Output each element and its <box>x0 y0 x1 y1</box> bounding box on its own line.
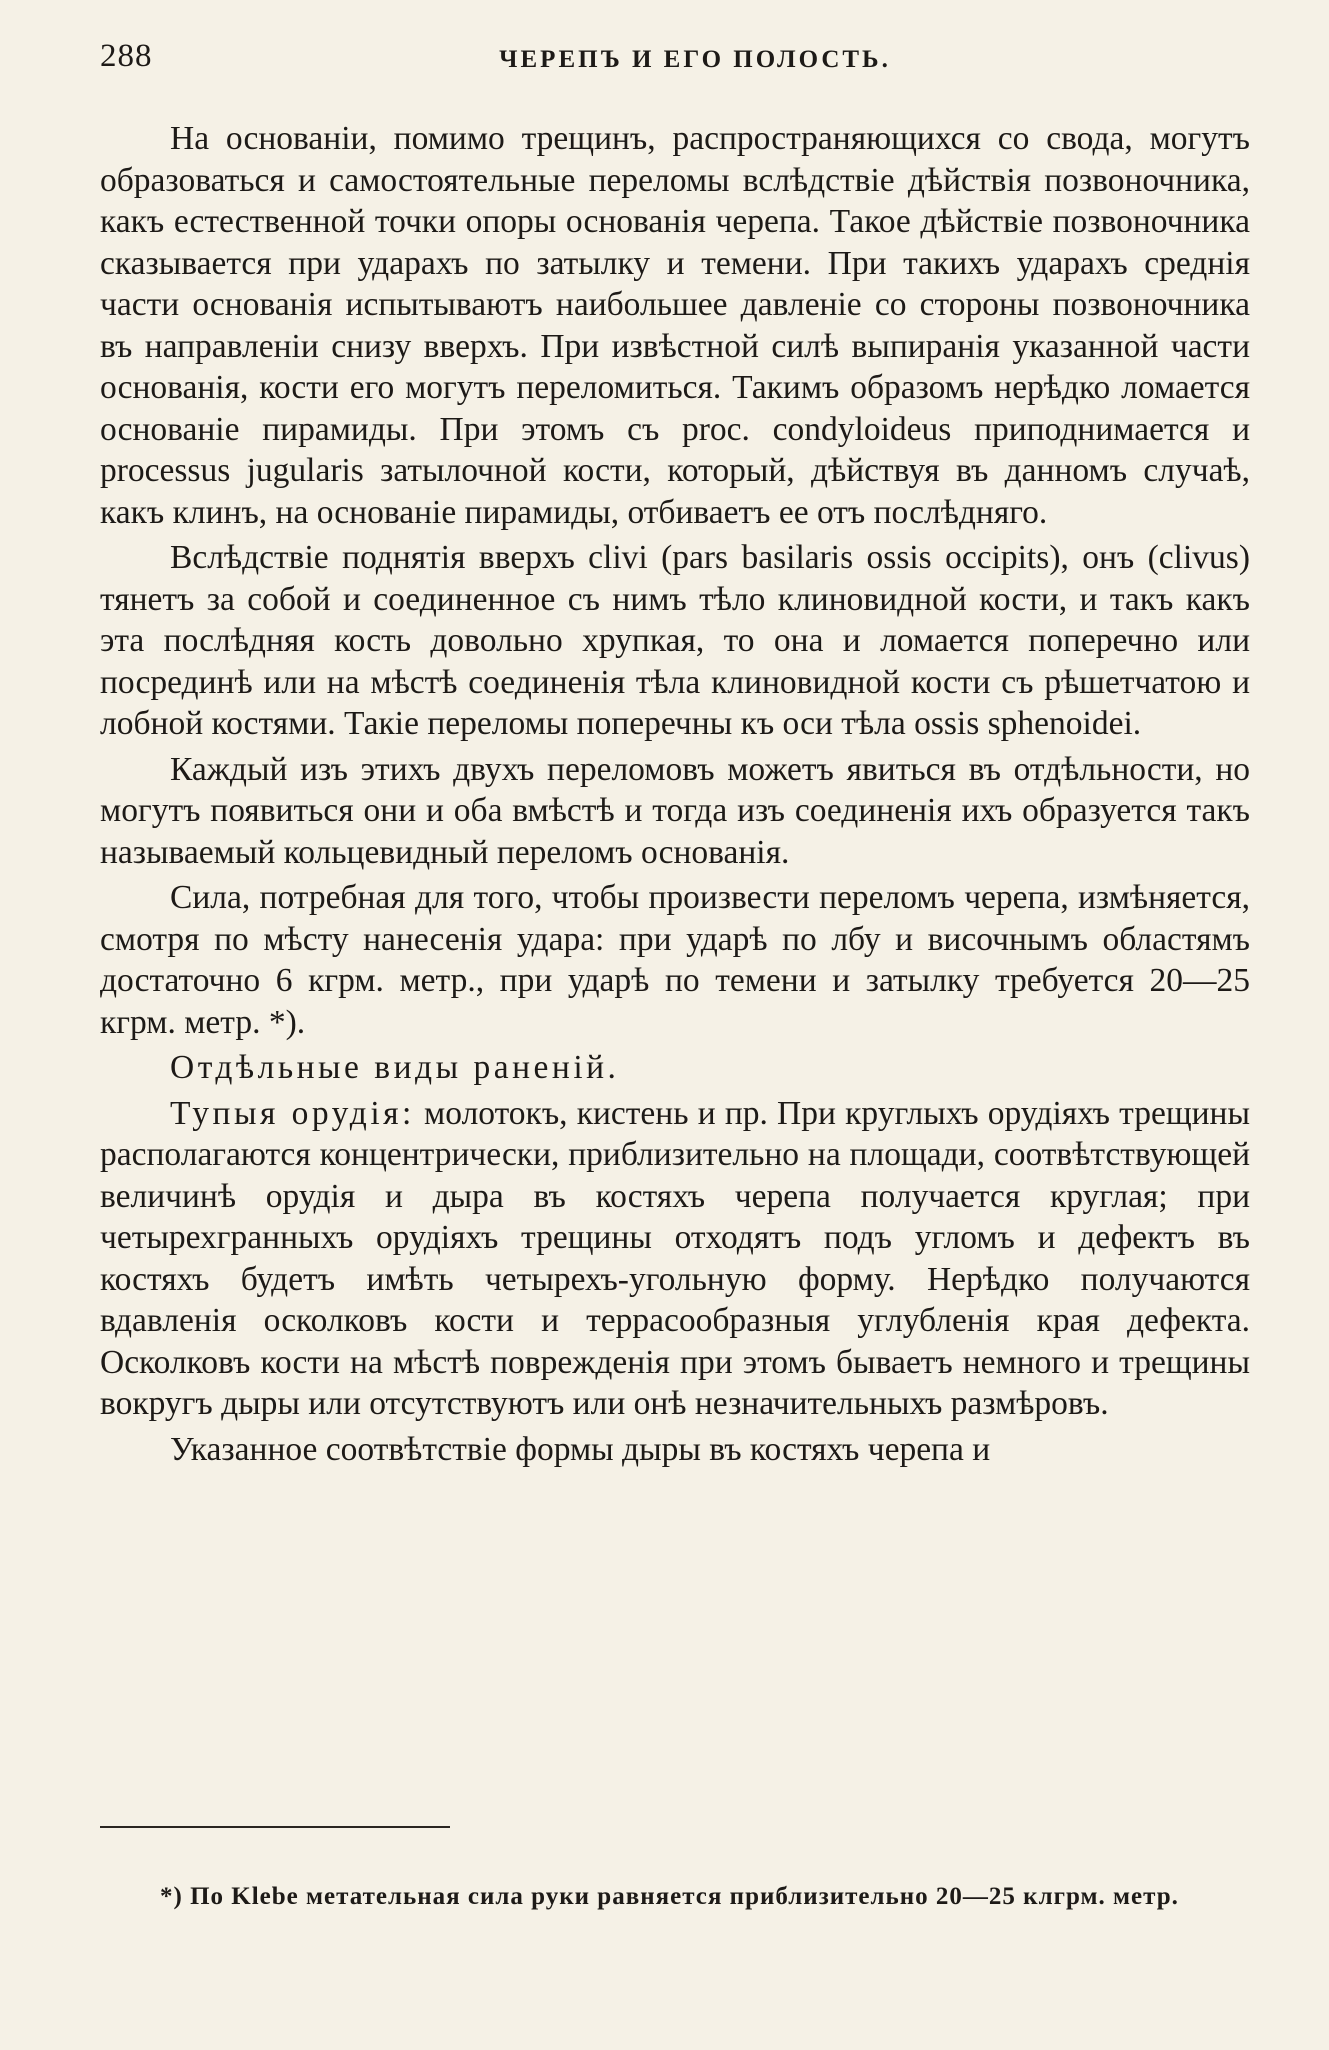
term-blunt-weapons: Тупыя орудiя: <box>170 1094 415 1132</box>
blunt-weapons-text: молотокъ, кистень и пр. При круглыхъ орудiяхъ трещины располагаются концентрически, приблизительно на площади, соотвѣтствующей величинѣ орудiя и дыра въ костяхъ черепа получается круглая; при четырехгранныхъ орудiяхъ трещины отходятъ подъ угломъ и дефектъ въ костяхъ будетъ имѣть четырехъ-угольную форму. Нерѣдко получаются вдавленiя осколковъ кости и террасообразныя углубленiя края дефекта. Осколковъ кости на мѣстѣ поврежденiя при этомъ бываетъ немного и трещины вокругъ дыры или отсутствуютъ или онѣ незначительныхъ размѣровъ. <box>100 1094 1250 1422</box>
footnote: *) По Klebe метательная сила руки равняется приблизительно 20—25 клгрм. метр. <box>160 1883 1179 1910</box>
page-header <box>100 38 1250 86</box>
main-text <box>100 118 1250 1470</box>
paragraph-force: Сила, потребная для того, чтобы произвести переломъ черепа, измѣняется, смотря по мѣсту нанесенiя удара: при ударѣ по лбу и височнымъ областямъ достаточно 6 кгрм. метр., при ударѣ по темени и затылку требуется 20—25 кгрм. метр. *). <box>100 879 1250 1041</box>
paragraph-last: Указанное соотвѣтствiе формы дыры въ костяхъ черепа и <box>170 1430 991 1468</box>
page-number: 288 <box>100 38 153 74</box>
running-title: ЧЕРЕПЪ И ЕГО ПОЛОСТЬ. <box>499 46 891 73</box>
section-heading: Отдѣльные виды раненiй. <box>170 1049 620 1086</box>
paragraph-clivus: Вслѣдствiе поднятiя вверхъ clivi (pars basilaris ossis occipits), онъ (clivus) тянетъ за собой и соединенное съ нимъ тѣло клиновидной кости, и такъ какъ эта послѣдняя кость довольно хрупкая, то она и ломается поперечно или посрединѣ или на мѣстѣ соединенiя тѣла клиновидной кости съ рѣшетчатою и лобной костями. Такiе переломы поперечны къ оси тѣла ossis sphenoidei. <box>100 539 1250 742</box>
paragraph-ring-fracture: Каждый изъ этихъ двухъ переломовъ можетъ явиться въ отдѣльности, но могутъ появиться они и оба вмѣстѣ и тогда изъ соединенiя ихъ образуется такъ называемый кольцевидный переломъ основанiя. <box>100 750 1250 871</box>
paragraph-blunt-weapons <box>100 1093 1250 1425</box>
paragraph-basal-fractures: На основанiи, помимо трещинъ, распространяющихся со свода, могутъ образоваться и самостоятельные переломы вслѣдствiе дѣйствiя позвоночника, какъ естественной точки опоры основанiя черепа. Такое дѣйствiе позвоночника сказывается при ударахъ по затылку и темени. При такихъ ударахъ среднiя части основанiя испытываютъ наибольшее давленiе со стороны позвоночника въ направленiи снизу вверхъ. При извѣстной силѣ выпиранiя указанной части основанiя, кости его могутъ переломиться. Такимъ образомъ нерѣдко ломается основанiе пирамиды. При этомъ съ proc. condyloideus приподнимается и processus jugularis затылочной кости, который, дѣйствуя въ данномъ случаѣ, какъ клинъ, на основанiе пирамиды, отбиваетъ ее отъ послѣдняго. <box>100 120 1250 531</box>
footnote-divider <box>100 1826 450 1828</box>
